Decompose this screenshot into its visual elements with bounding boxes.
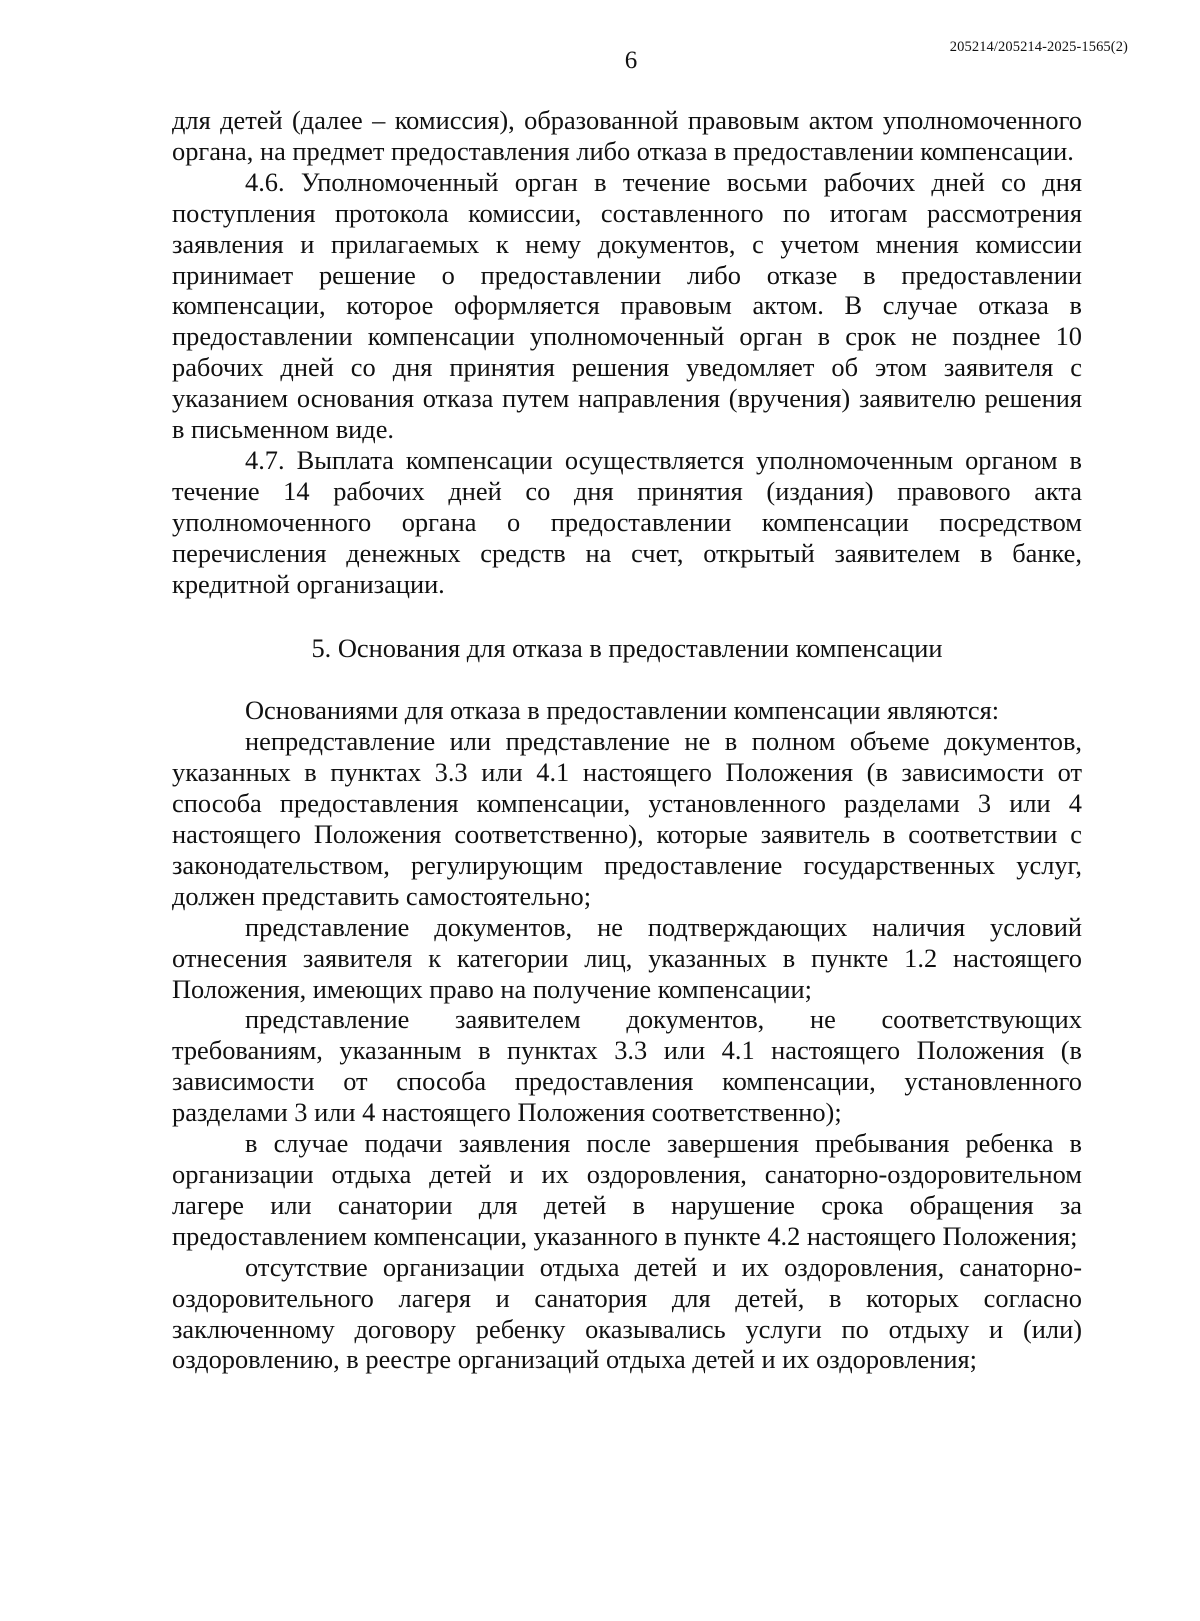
document-body [172, 105, 1082, 1375]
paragraph-4-6: 4.6. Уполномоченный орган в течение восьми рабочих дней со дня поступления протокола комиссии, составленного по итогам рассмотрения заявления и прилагаемых к нему документов, с учетом мнения комиссии принимает решение о предоставлении либо отказе в предоставлении компенсации, которое оформляется правовым актом. В случае отказа в предоставлении компенсации уполномоченный орган в срок не позднее 10 рабочих дней со дня принятия решения уведомляет об этом заявителя с указанием основания отказа путем направления (вручения) заявителю решения в письменном виде. [172, 166, 1082, 445]
paragraph-continuation: для детей (далее – комиссия), образованной правовым актом уполномоченного органа, на предмет предоставления либо отказа в предоставлении компенсации. [172, 105, 1082, 166]
page-number: 6 [624, 47, 638, 74]
document-registration-number: 205214/205214-2025-1565(2) [949, 39, 1128, 55]
section-5-heading: 5. Основания для отказа в предоставлении компенсации [311, 632, 943, 663]
section-5-intro: Основаниями для отказа в предоставлении компенсации являются: [245, 695, 1000, 726]
refusal-ground-2: представление документов, не подтверждающих наличия условий отнесения заявителя к категории лиц, указанных в пункте 1.2 настоящего Положения, имеющих право на получение компенсации; [172, 911, 1082, 1004]
refusal-ground-5: отсутствие организации отдыха детей и их оздоровления, санаторно-оздоровительного лагеря и санатория для детей, в которых согласно заключенному договору ребенку оказывались услуги по отдыху и (или) оздоровлению, в реестре организаций отдыха детей и их оздоровления; [172, 1251, 1082, 1375]
paragraph-4-7: 4.7. Выплата компенсации осуществляется уполномоченным органом в течение 14 рабочих дней со дня принятия (издания) правового акта уполномоченного органа о предоставлении компенсации посредством перечисления денежных средств на счет, открытый заявителем в банке, кредитной организации. [172, 444, 1082, 599]
refusal-ground-1: непредставление или представление не в полном объеме документов, указанных в пунктах 3.3 или 4.1 настоящего Положения (в зависимости от способа предоставления компенсации, установленного разделами 3 или 4 настоящего Положения соответственно), которые заявитель в соответствии с законодательством, регулирующим предоставление государственных услуг, должен представить самостоятельно; [172, 726, 1082, 911]
refusal-ground-3: представление заявителем документов, не соответствующих требованиям, указанным в пунктах 3.3 или 4.1 настоящего Положения (в зависимости от способа предоставления компенсации, установленного разделами 3 или 4 настоящего Положения соответственно); [172, 1004, 1082, 1128]
refusal-ground-4: в случае подачи заявления после завершения пребывания ребенка в организации отдыха детей и их оздоровления, санаторно-оздоровительном лагере или санатории для детей в нарушение срока обращения за предоставлением компенсации, указанного в пункте 4.2 настоящего Положения; [172, 1128, 1082, 1251]
